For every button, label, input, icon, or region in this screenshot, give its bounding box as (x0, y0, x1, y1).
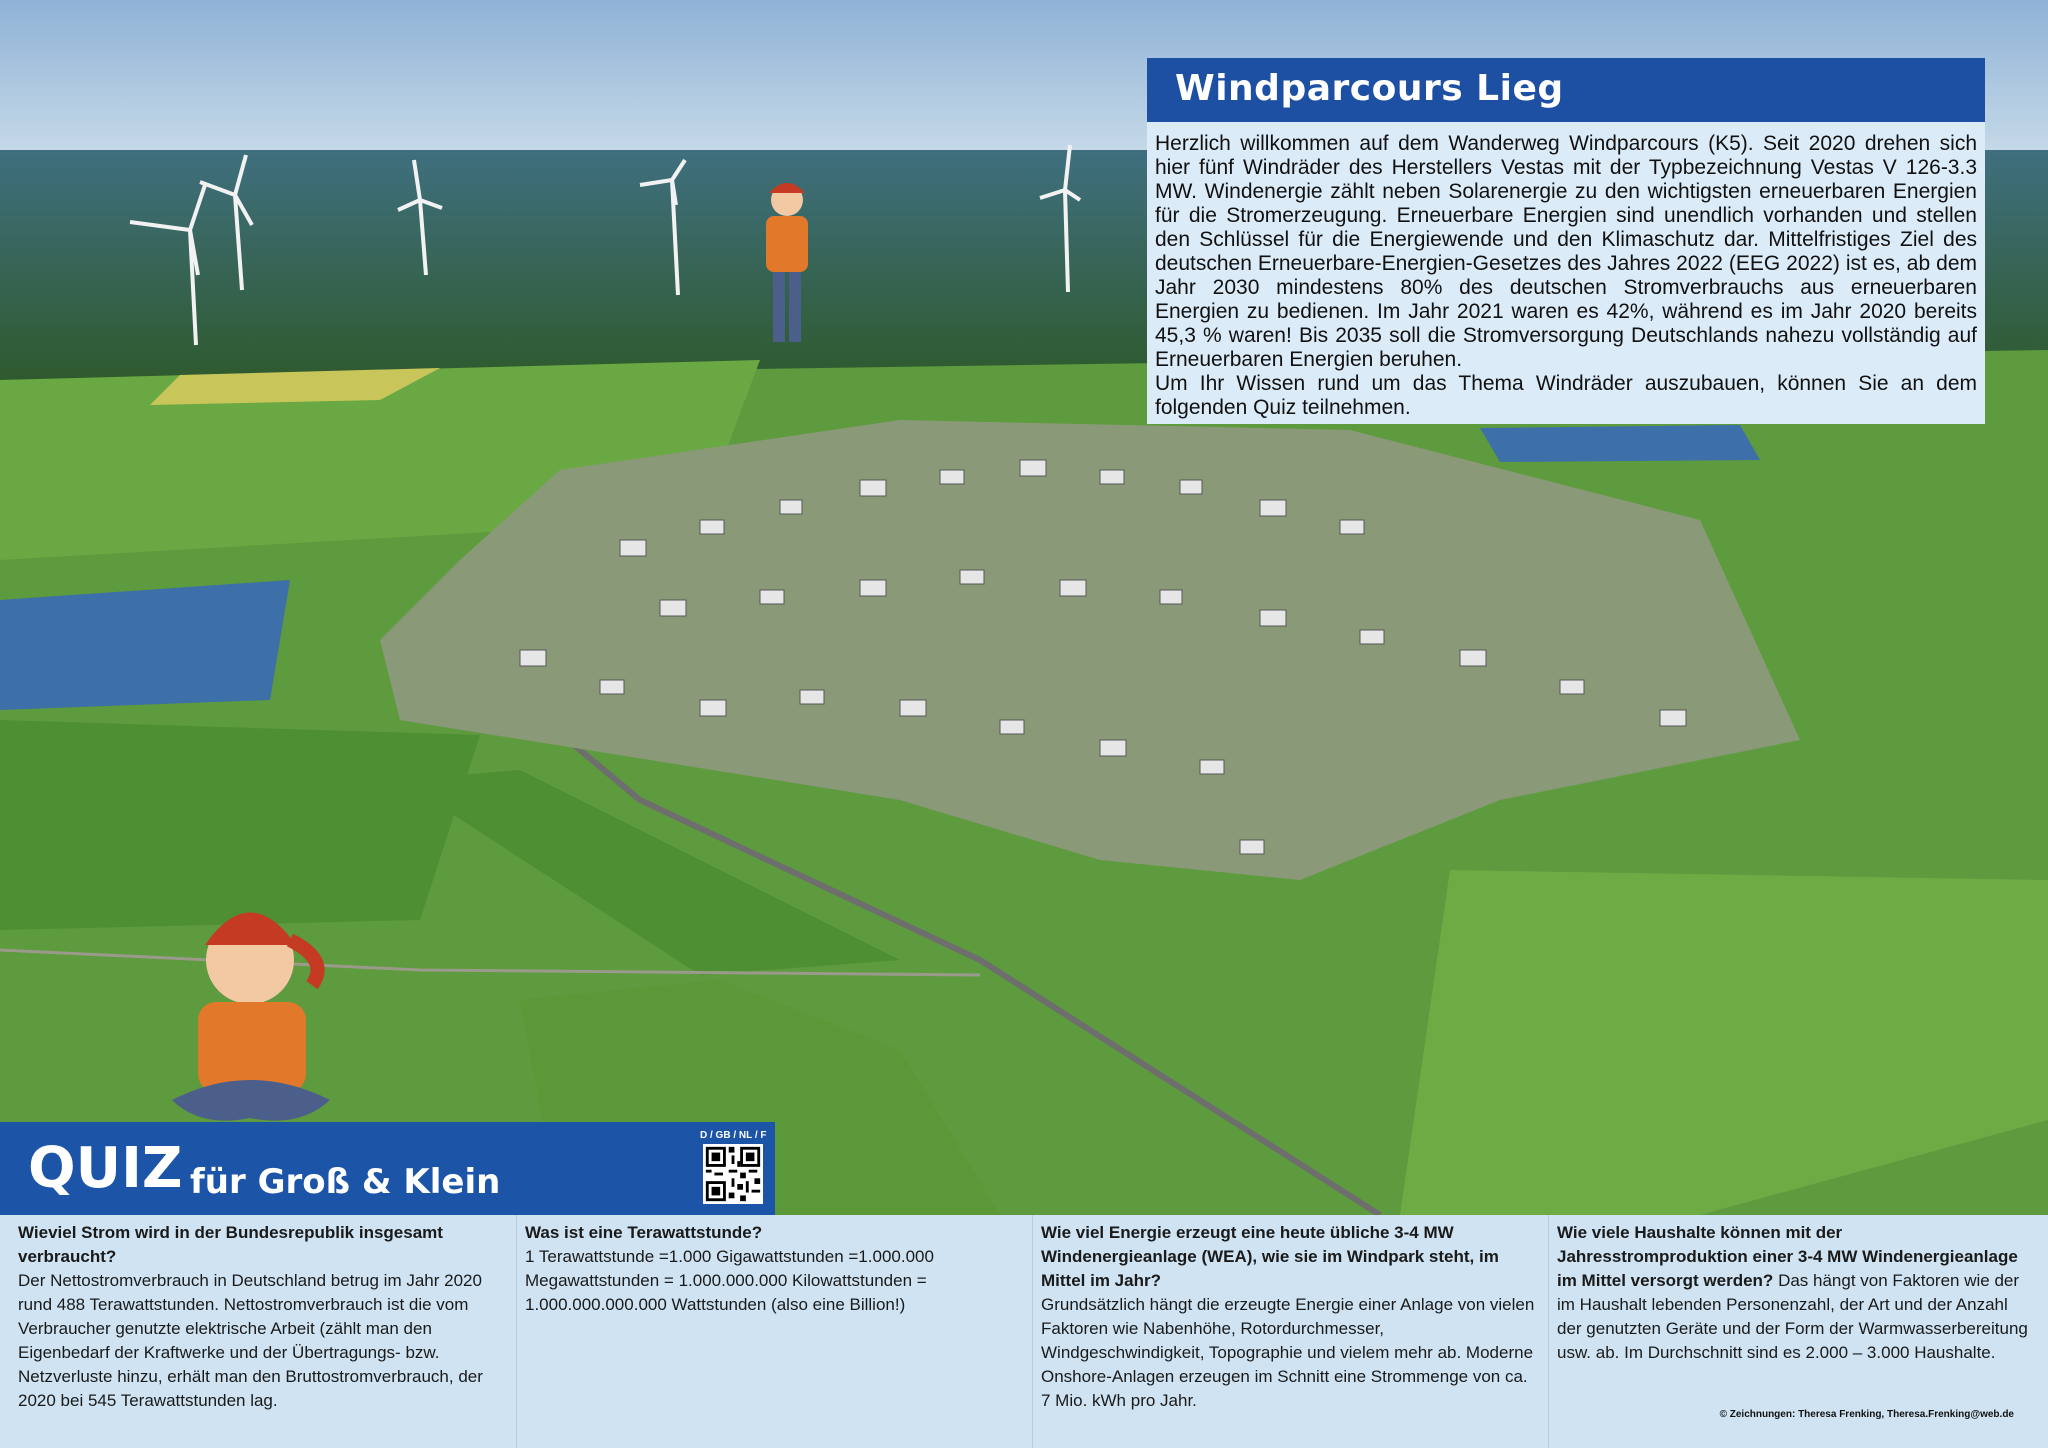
quiz-questions (0, 1215, 2048, 1448)
quiz-item-3 (1032, 1215, 1547, 1448)
quiz-subtitle: für Groß & Klein (190, 1162, 501, 1202)
question-4: Wie viele Haushalte können mit der Jahresstromproduktion einer 3-4 MW Windenergieanlage im Mittel versorgt werden? (1557, 1223, 2018, 1290)
drawing-credit: © Zeichnungen: Theresa Frenking, Theresa.Frenking@web.de (1719, 1409, 2014, 1420)
quiz-item-1 (10, 1215, 515, 1448)
answer-2: 1 Terawattstunde =1.000 Gigawattstunden =1.000.000 Megawattstunden = 1.000.000.000 Kilowattstunden = 1.000.000.000.000 Wattstunden (also eine Billion!) (525, 1247, 934, 1314)
page-title: Windparcours Lieg (1175, 68, 1564, 109)
intro-text (1155, 132, 1977, 420)
quiz-title: QUIZ (28, 1136, 183, 1201)
intro-panel (1147, 58, 1985, 424)
question-3: Wie viel Energie erzeugt eine heute übliche 3-4 MW Windenergieanlage (WEA), wie sie im Windpark steht, im Mittel im Jahr? (1041, 1223, 1499, 1290)
intro-paragraph-2: Um Ihr Wissen rund um das Thema Windräder auszubauen, können Sie an dem folgenden Quiz teilnehmen. (1155, 372, 1977, 419)
question-2: Was ist eine Terawattstunde? (525, 1223, 763, 1242)
question-1: Wieviel Strom wird in der Bundesrepublik insgesamt verbraucht? (18, 1223, 443, 1266)
title-bar (1147, 58, 1985, 122)
intro-paragraph: Herzlich willkommen auf dem Wanderweg Windparcours (K5). Seit 2020 drehen sich hier fünf Windräder des Herstellers Vestas mit der Typbezeichnung Vestas V 126-3.3 MW. Windenergie zählt neben Solarenergie zu den wichtigsten erneuerbaren Energien für die Stromerzeugung. Erneuerbare Energien sind unendlich vorhanden und stellen den Schlüssel für die Energiewende und den Klimaschutz dar. Mittelfristiges Ziel des deutschen Erneuerbare-Energien-Gesetzes des Jahres 2022 (EEG 2022) ist es, ab dem Jahr 2030 mindestens 80% des deutschen Stromverbrauchs aus erneuerbaren Energien zu bedienen. Im Jahr 2021 waren es 42%, während es im Jahr 2020 bereits 45,3 % waren! Bis 2035 soll die Stromversorgung Deutschlands nahezu vollständig auf Erneuerbaren Energien beruhen. (1155, 132, 1977, 371)
answer-3: Grundsätzlich hängt die erzeugte Energie einer Anlage von vielen Faktoren wie Nabenhöhe, Rotordurchmesser, Windgeschwindigkeit, Topographie und vielem mehr ab. Moderne Onshore-Anlagen erzeugen im Schnitt eine Strommenge von ca. 7 Mio. kWh pro Jahr. (1041, 1295, 1535, 1410)
quiz-item-2 (516, 1215, 1031, 1448)
qr-code[interactable] (703, 1144, 763, 1204)
quiz-banner (0, 1122, 775, 1216)
language-codes: D / GB / NL / F (700, 1130, 767, 1141)
answer-4: Das hängt von Faktoren wie der im Haushalt lebenden Personenzahl, der Art und der Anzahl der genutzten Geräte und der Form der Warmwasserbereitung usw. ab. Im Durchschnitt sind es 2.000 – 3.000 Haushalte. (1557, 1271, 2028, 1362)
answer-1: Der Nettostromverbrauch in Deutschland betrug im Jahr 2020 rund 488 Terawattstunden. Nettostromverbrauch ist die vom Verbraucher genutzte elektrische Arbeit (zählt man den Eigenbedarf der Kraftwerke und der Übertragungs- bzw. Netzverluste hinzu, erhält man den Bruttostromverbrauch, der 2020 bei 545 Terawattstunden lag. (18, 1271, 483, 1410)
